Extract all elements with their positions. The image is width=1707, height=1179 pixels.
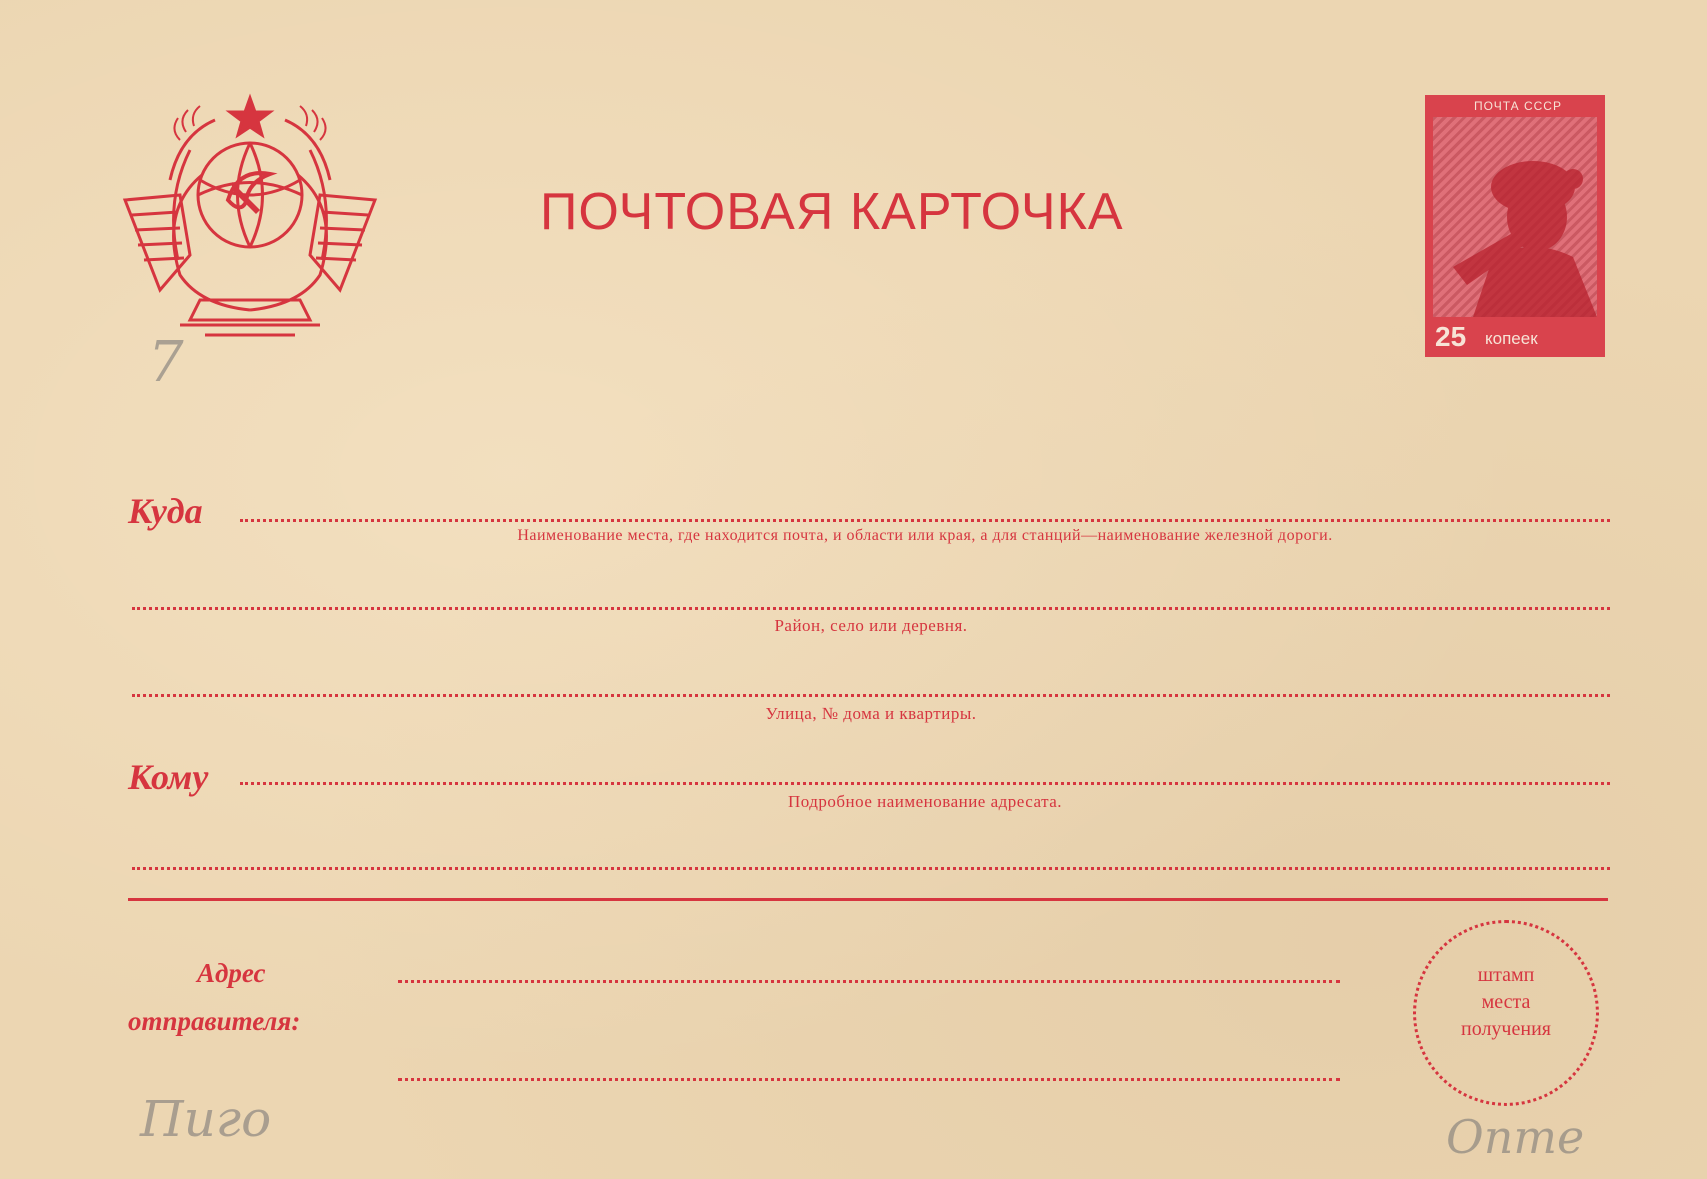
miner-portrait-icon — [1433, 117, 1597, 317]
stamp-value: 25 — [1435, 321, 1467, 352]
miner-portrait-drawing — [1433, 117, 1597, 317]
district-line[interactable] — [132, 607, 1610, 610]
separator-line — [128, 898, 1608, 901]
pencil-note-left: Пиго — [140, 1090, 272, 1148]
whom-line-2[interactable] — [132, 867, 1610, 870]
pencil-corner-mark: 7 — [148, 330, 184, 395]
where-label: Куда — [128, 491, 203, 531]
district-hint: Район, село или деревня. — [774, 616, 968, 635]
card-title: ПОЧТОВАЯ КАРТОЧКА — [540, 183, 1124, 241]
whom-hint: Подробное наименование адресата. — [787, 792, 1063, 811]
whom-line[interactable] — [240, 782, 1610, 785]
postage-stamp — [1425, 95, 1605, 357]
pencil-note-right: Опте — [1446, 1110, 1585, 1164]
receipt-stamp-line3: получения — [1461, 1018, 1551, 1040]
sender-line-2[interactable] — [398, 1078, 1340, 1081]
street-line[interactable] — [132, 694, 1610, 697]
sender-label-line1: Адрес — [197, 958, 266, 988]
ussr-coat-of-arms-icon — [120, 90, 380, 350]
where-line[interactable] — [240, 519, 1610, 522]
receipt-stamp-line1: штамп — [1477, 964, 1535, 986]
sender-label-line2: отправителя: — [128, 1006, 301, 1036]
where-hint: Наименование места, где находится почта, и области или края, а для станций—наименование железной дороги. — [517, 527, 1333, 544]
receipt-stamp-text — [1413, 962, 1599, 1043]
stamp-header: ПОЧТА СССР — [1474, 99, 1562, 113]
street-hint: Улица, № дома и квартиры. — [765, 704, 977, 723]
stamp-unit: копеек — [1485, 329, 1538, 348]
receipt-stamp-line2: места — [1481, 991, 1531, 1013]
sender-line-1[interactable] — [398, 980, 1340, 983]
whom-label: Кому — [128, 757, 209, 797]
